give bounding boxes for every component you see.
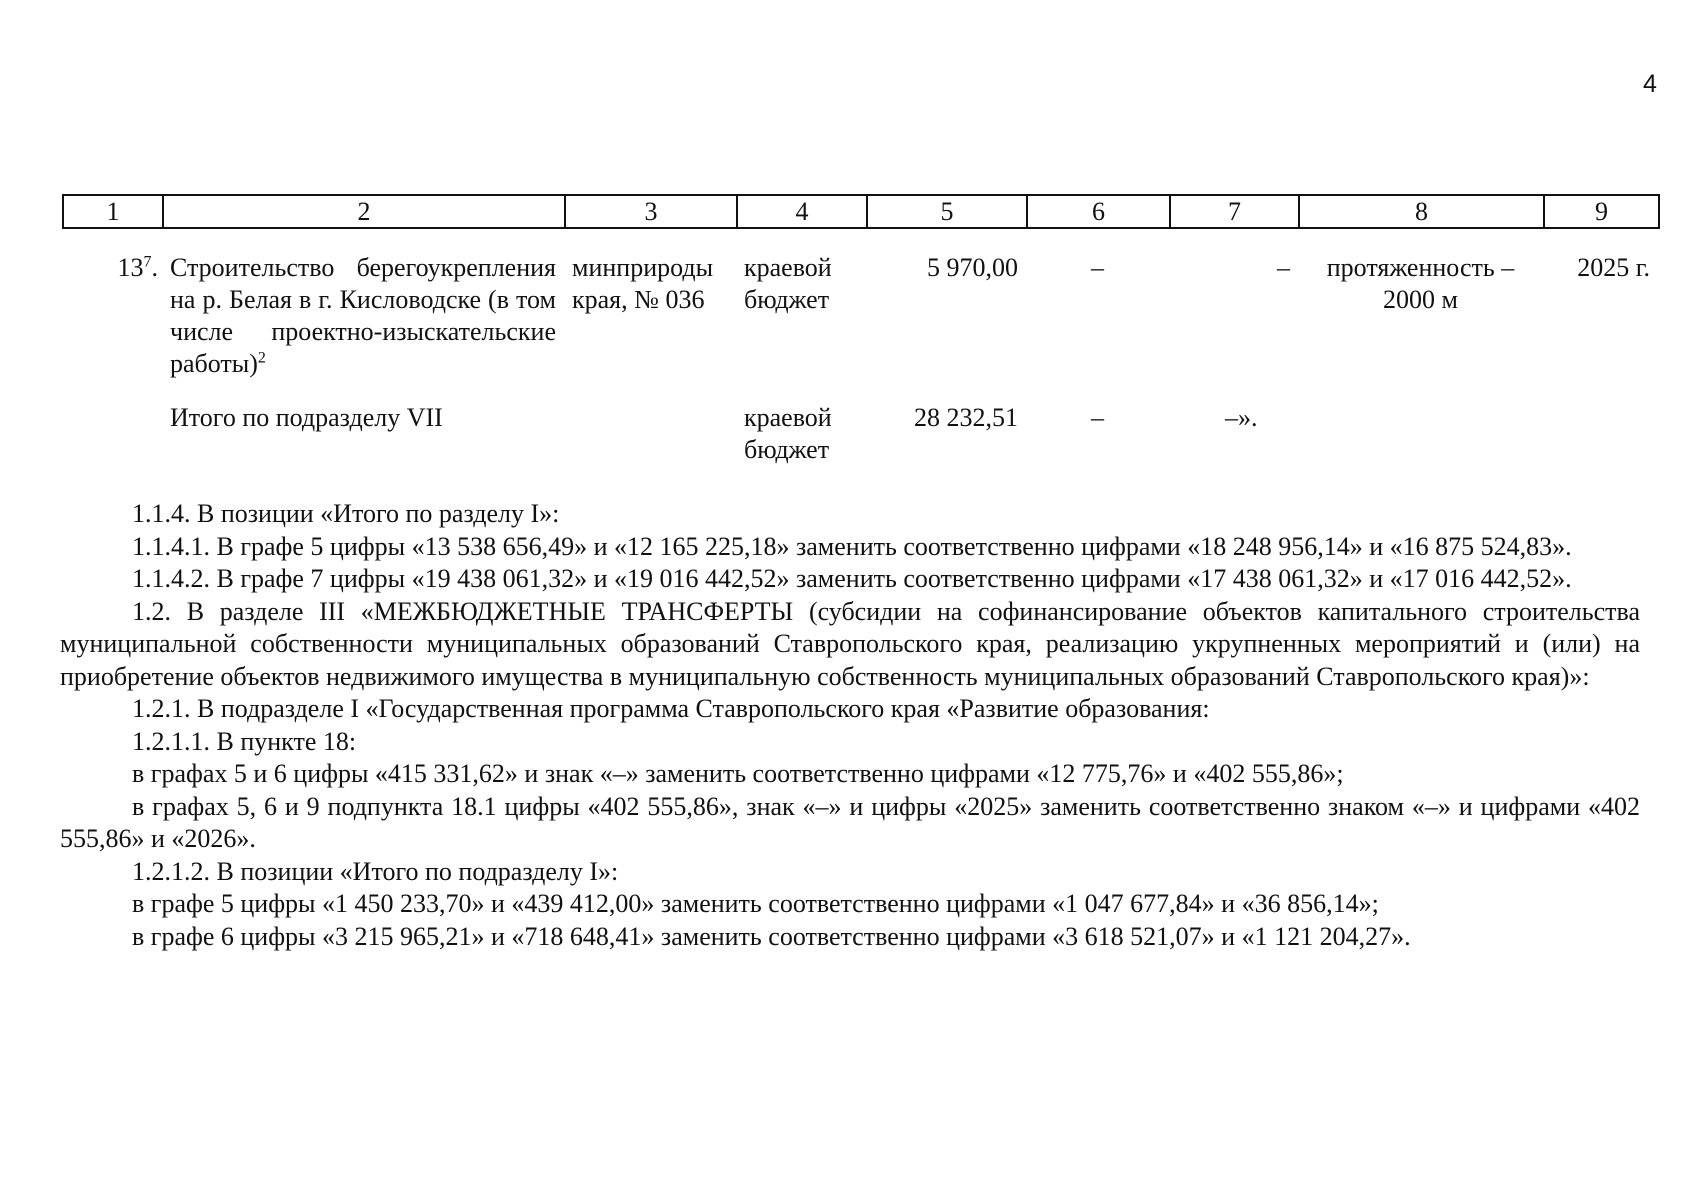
row-number: $13^7$. [117,253,158,282]
funding-source: краевой бюджет [744,403,832,464]
column-number: 2 [163,195,565,228]
document-body [60,498,1640,953]
column-number: 6 [1027,195,1170,228]
column-number: 5 [867,195,1027,228]
data-table [62,252,1658,466]
column-number: 1 [63,195,163,228]
column-5-value: 28 232,51 [914,403,1018,432]
total-label: Итого по подразделу VII [170,403,443,432]
paragraph: 1.1.4.1. В графе 5 цифры «13 538 656,49» и «12 165 225,18» заменить соответственно цифрами «18 248 956,14» и «16 875 524,83». [132,531,1572,561]
column-number: 9 [1544,195,1659,228]
page-number: 4 [1643,70,1657,98]
column-number: 8 [1299,195,1544,228]
funding-source: краевой бюджет [744,253,832,314]
column-5-value: 5 970,00 [927,253,1018,282]
object-owner: минприроды края, № 036 [572,253,714,314]
column-7-value: – [1277,253,1290,282]
table-header [62,194,1660,229]
column-8-value: протяженность – 2000 м [1326,253,1515,314]
paragraph: 1.2.1.1. В пункте 18: [132,726,357,756]
column-6-value: – [1091,403,1104,432]
paragraph: в графе 5 цифры «1 450 233,70» и «439 412,00» заменить соответственно цифрами «1 047 677,84» и «36 856,14»; [132,889,1379,918]
column-6-value: – [1091,253,1104,282]
column-9-value: 2025 г. [1577,253,1650,282]
column-number: 3 [565,195,737,228]
paragraph: 1.2.1.2. В позиции «Итого по подразделу I»: [132,856,619,886]
table-row [62,252,1658,402]
object-name: Строительство берегоукрепления на р. Белая в г. Кисловодске (в том числе проектно-изыскательские работы)$^2$ [170,253,556,378]
paragraph: 1.2. В разделе III «МЕЖБЮДЖЕТНЫЕ ТРАНСФЕРТЫ (субсидии на софинансирование объектов капитального строительства муниципальной собственности муниципальных образований Ставропольского края, реализацию укрупненных мероприятий и (или) на приобретение объектов недвижимого имущества в муниципальную собственность муниципальных образований Ставропольского края)»: [60,596,1640,691]
table-row-total [62,402,1658,466]
paragraph: 1.1.4. В позиции «Итого по разделу I»: [132,499,560,528]
column-7-value: –». [1225,403,1258,432]
paragraph: 1.2.1. В подразделе I «Государственная программа Ставропольского края «Развитие образования: [132,694,1210,723]
column-number: 4 [737,195,867,228]
paragraph: в графе 6 цифры «3 215 965,21» и «718 648,41» заменить соответственно цифрами «3 618 521,07» и «1 121 204,27». [132,921,1411,951]
paragraph: 1.1.4.2. В графе 7 цифры «19 438 061,32» и «19 016 442,52» заменить соответственно цифрами «17 438 061,32» и «17 016 442,52». [132,564,1572,593]
paragraph: в графах 5 и 6 цифры «415 331,62» и знак «–» заменить соответственно цифрами «12 775,76» и «402 555,86»; [132,759,1344,788]
paragraph: в графах 5, 6 и 9 подпункта 18.1 цифры «402 555,86», знак «–» и цифры «2025» заменить соответственно знаком «–» и цифрами «402 555,86» и «2026». [60,791,1640,853]
column-number: 7 [1170,195,1299,228]
